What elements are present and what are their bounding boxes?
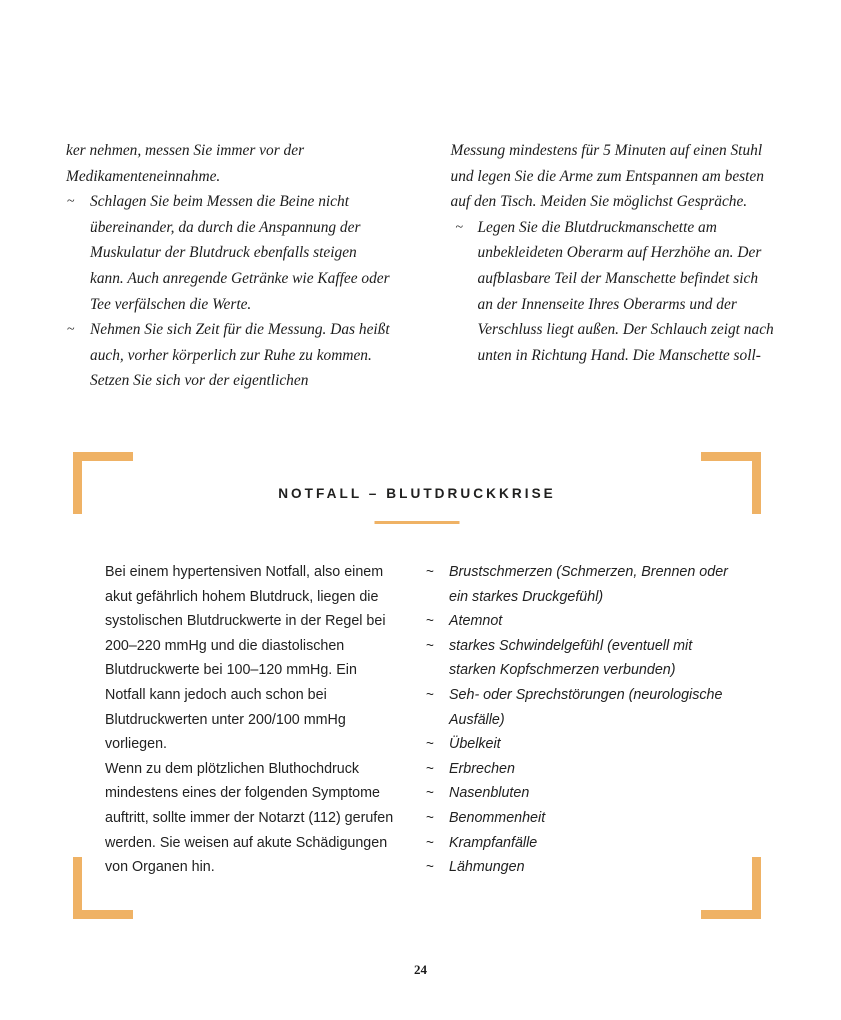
tilde-bullet-icon: ~ bbox=[426, 686, 434, 702]
tilde-bullet-icon: ~ bbox=[67, 194, 75, 210]
bracket-horizontal-bar bbox=[701, 910, 761, 919]
callout-heading: NOTFALL – BLUTDRUCKKRISE bbox=[278, 486, 556, 501]
bracket-horizontal-bar bbox=[701, 452, 761, 461]
bracket-horizontal-bar bbox=[73, 910, 133, 919]
callout-divider-rule bbox=[375, 521, 460, 524]
list-item-text: Brustschmerzen (Schmerzen, Brennen oder ein starkes Druckgefühl) bbox=[449, 564, 728, 605]
page-number: 24 bbox=[414, 962, 427, 977]
top-right-column bbox=[451, 138, 776, 394]
list-item-text: Schlagen Sie beim Messen die Beine nicht übereinander, da durch die Anspannung der Muskulatur der Blutdruck ebenfalls steigen kann. Auch anregende Getränke wie Kaffee oder Tee verfälschen die Werte. bbox=[90, 193, 390, 313]
tilde-bullet-icon: ~ bbox=[426, 564, 434, 579]
list-item-text: Atemnot bbox=[449, 613, 503, 630]
list-item bbox=[425, 831, 735, 856]
left-column-bullet-list bbox=[66, 189, 391, 394]
callout-paragraph: Wenn zu dem plötzlichen Bluthochdruck mindestens eines der folgenden Symptome auftritt, sollte immer der Notarzt (112) gerufen werden. Sie weisen auf akute Schädigungen von Organen hin. bbox=[105, 760, 394, 876]
top-left-column bbox=[66, 138, 391, 394]
list-item bbox=[425, 634, 735, 683]
top-text-columns bbox=[66, 138, 775, 394]
callout-right-column bbox=[425, 560, 735, 880]
list-item bbox=[425, 781, 735, 806]
list-item bbox=[425, 806, 735, 831]
list-item-text: Seh- oder Sprechstörungen (neurologische Ausfälle) bbox=[449, 686, 723, 728]
tilde-bullet-icon: ~ bbox=[67, 322, 75, 338]
list-item-text: Krampfanfälle bbox=[449, 834, 538, 851]
callout-paragraph: Bei einem hypertensiven Notfall, also einem akut gefährlich hohem Blutdruck, liegen die systolischen Blutdruckwerte in der Regel bei 200–220 mmHg und die diastolischen Blutdruckwerte bei 100–120 mmHg. Ein Notfall kann jedoch auch schon bei Blutdruckwerten unter 200/100 mmHg vorliegen. bbox=[105, 564, 386, 753]
list-item-text: Benommenheit bbox=[449, 809, 546, 826]
symptom-list bbox=[425, 560, 735, 880]
list-item-text: Nehmen Sie sich Zeit für die Messung. Das heißt auch, vorher körperlich zur Ruhe zu kommen. Setzen Sie sich vor der eigentlichen bbox=[90, 321, 390, 390]
list-item-text: starkes Schwindelgefühl (eventuell mit starken Kopfschmerzen verbunden) bbox=[449, 637, 693, 679]
list-item-text: Lähmungen bbox=[449, 859, 525, 876]
right-continuation-paragraph: Messung mindestens für 5 Minuten auf einen Stuhl und legen Sie die Arme zum Entspannen am besten auf den Tisch. Meiden Sie möglichst Gespräche. bbox=[450, 142, 764, 211]
tilde-bullet-icon: ~ bbox=[426, 809, 434, 825]
list-item bbox=[66, 189, 391, 317]
list-item-text: Übelkeit bbox=[449, 736, 501, 753]
tilde-bullet-icon: ~ bbox=[455, 219, 464, 235]
tilde-bullet-icon: ~ bbox=[426, 736, 434, 752]
tilde-bullet-icon: ~ bbox=[426, 834, 434, 850]
tilde-bullet-icon: ~ bbox=[426, 637, 434, 653]
corner-bracket-top-left-icon bbox=[73, 452, 133, 514]
corner-bracket-top-right-icon bbox=[701, 452, 761, 514]
tilde-bullet-icon: ~ bbox=[426, 859, 434, 875]
list-item bbox=[425, 757, 735, 782]
list-item bbox=[425, 732, 735, 757]
left-continuation-paragraph: ker nehmen, messen Sie immer vor der Medikamenteneinnahme. bbox=[66, 142, 305, 185]
list-item bbox=[425, 683, 735, 732]
list-item-text: Nasenbluten bbox=[449, 785, 530, 802]
tilde-bullet-icon: ~ bbox=[426, 613, 434, 629]
tilde-bullet-icon: ~ bbox=[426, 785, 434, 801]
callout-left-column bbox=[105, 560, 397, 880]
bracket-vertical-bar bbox=[73, 452, 82, 514]
list-item bbox=[425, 855, 735, 880]
callout-body bbox=[105, 560, 735, 880]
bracket-horizontal-bar bbox=[73, 452, 133, 461]
list-item bbox=[66, 317, 391, 394]
right-column-bullet-list bbox=[451, 215, 776, 369]
bracket-vertical-bar bbox=[752, 452, 761, 514]
list-item bbox=[425, 609, 735, 634]
tilde-bullet-icon: ~ bbox=[426, 760, 434, 776]
list-item-text: Legen Sie die Blutdruckmanschette am unbekleideten Oberarm auf Herzhöhe an. Der aufblasbare Teil der Manschette befindet sich an der Innenseite Ihres Oberarms und der Verschluss liegt außen. Der Schlauch zeigt nach unten in Richtung Hand. Die Manschette soll- bbox=[477, 218, 774, 364]
list-item bbox=[425, 560, 735, 609]
list-item bbox=[451, 215, 776, 369]
emergency-callout-box bbox=[73, 452, 761, 919]
list-item-text: Erbrechen bbox=[449, 760, 515, 777]
